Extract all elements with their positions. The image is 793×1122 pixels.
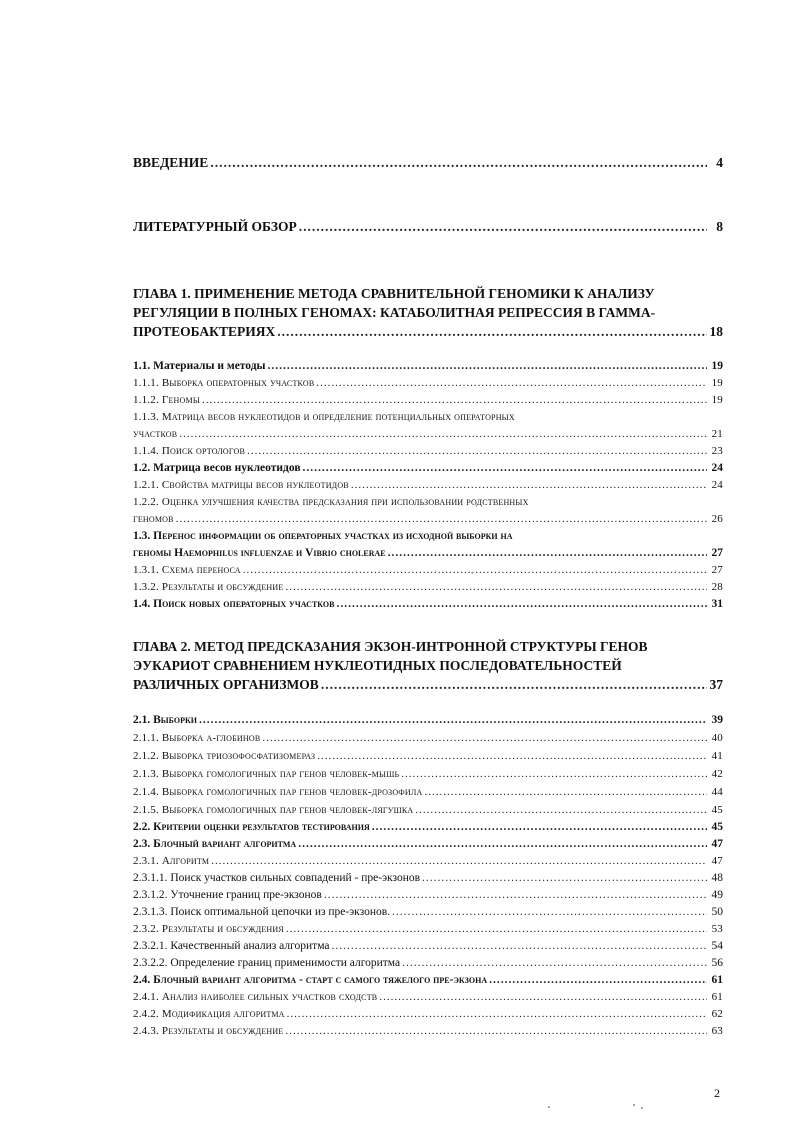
dot-leader	[199, 714, 707, 726]
toc-entry-page: 62	[711, 1008, 723, 1020]
toc-entry-label: 1.4. Поиск новых операторных участков	[133, 598, 335, 610]
toc-entry-page: 49	[711, 889, 723, 901]
dot-leader	[176, 513, 707, 525]
toc-entry	[133, 957, 723, 969]
toc-entry	[133, 530, 723, 542]
toc-entry	[133, 821, 723, 833]
dot-leader	[210, 155, 707, 171]
chapter-2-line-2: ЭУКАРИОТ СРАВНЕНИЕМ НУКЛЕОТИДНЫХ ПОСЛЕДОВАТЕЛЬНОСТЕЙ	[133, 658, 622, 673]
toc-entry	[133, 513, 723, 525]
toc-entry-label: 2.3.2.2. Определение границ применимости алгоритма	[133, 957, 401, 969]
dot-leader	[298, 838, 707, 850]
dot-leader	[332, 940, 707, 952]
toc-entry-page: 4	[716, 155, 723, 170]
toc-entry-page: 26	[711, 513, 723, 525]
toc-entry-page: 40	[711, 732, 723, 744]
toc-entry-label: 1.2.2. Оценка улучшения качества предсказания при использовании родственных	[133, 496, 529, 508]
toc-entry	[133, 804, 723, 816]
toc-entry	[133, 974, 723, 986]
dot-leader	[336, 598, 707, 610]
dot-leader	[262, 732, 707, 744]
toc-entry-label: 1.1.4. Поиск ортологов	[133, 445, 246, 457]
toc-entry-page: 41	[711, 750, 723, 762]
toc-entry-page: 19	[711, 360, 723, 372]
dot-leader	[285, 581, 707, 593]
dot-leader	[401, 768, 707, 780]
toc-entry-label: 2.1. Выборки	[133, 714, 198, 726]
toc-entry	[133, 428, 723, 440]
dot-leader	[372, 821, 707, 833]
dot-leader	[211, 855, 707, 867]
dot-leader	[179, 428, 707, 440]
dot-leader	[303, 462, 707, 474]
toc-entry	[133, 360, 723, 372]
toc-entry	[133, 547, 723, 559]
chapter-2-line-3	[133, 675, 723, 695]
toc-entry-page: 45	[711, 821, 723, 833]
toc-entry-page: 44	[711, 786, 723, 798]
dot-leader	[489, 974, 707, 986]
toc-entry-page: 37	[709, 677, 723, 692]
dot-leader	[285, 1025, 707, 1037]
dot-leader	[287, 1008, 707, 1020]
toc-entry-label: 2.3.1.2. Уточнение границ пре-экзонов	[133, 889, 322, 901]
toc-entry	[133, 411, 723, 423]
toc-entry-label: ВВЕДЕНИЕ	[133, 155, 209, 170]
toc-entry	[133, 496, 723, 508]
toc-entry-page: 28	[711, 581, 723, 593]
toc-entry-page: 21	[711, 428, 723, 440]
toc-entry-label: 2.3.1. Алгоритм	[133, 855, 210, 867]
toc-entry	[133, 394, 723, 406]
toc-entry-label: 1.1.2. Геномы	[133, 394, 200, 406]
toc-entry	[133, 855, 723, 867]
toc-entry-page: 61	[711, 974, 723, 986]
toc-entry	[133, 750, 723, 762]
chapter-1-line-3	[133, 322, 723, 342]
toc-entry	[133, 1008, 723, 1020]
toc-entry-page: 24	[711, 479, 723, 491]
toc-entry-page: 61	[711, 991, 723, 1003]
dot-leader	[351, 479, 707, 491]
toc-entry-page: 47	[711, 838, 723, 850]
toc-entry-page: 39	[711, 714, 723, 726]
dot-leader	[316, 377, 707, 389]
toc-entry-label: 2.4.3. Результаты и обсуждение	[133, 1025, 284, 1037]
toc-entry-page: 8	[716, 219, 723, 234]
toc-entry	[133, 906, 723, 918]
toc-entry-label: 1.2.1. Свойства матрицы весов нуклеотидов	[133, 479, 349, 491]
toc-entry	[133, 940, 723, 952]
toc-entry	[133, 838, 723, 850]
toc-entry-page: 42	[711, 768, 723, 780]
dot-leader	[388, 547, 707, 559]
dot-leader	[379, 991, 707, 1003]
toc-entry	[133, 1025, 723, 1037]
toc-entry-page: 47	[711, 855, 723, 867]
toc-entry-label: 2.1.5. Выборка гомологичных пар генов человек-лягушка	[133, 804, 414, 816]
toc-entry-label: 2.1.1. Выборка α-глобинов	[133, 732, 261, 744]
chapter-1-line-2: РЕГУЛЯЦИИ В ПОЛНЫХ ГЕНОМАХ: КАТАБОЛИТНАЯ РЕПРЕССИЯ В ГАММА-	[133, 305, 656, 320]
toc-entry-label: 1.3.2. Результаты и обсуждение	[133, 581, 284, 593]
toc-entry-label: ЛИТЕРАТУРНЫЙ ОБЗОР	[133, 219, 297, 234]
dot-leader	[299, 219, 707, 235]
toc-entry	[133, 377, 723, 389]
toc-entry	[133, 462, 723, 474]
toc-entry-label: РАЗЛИЧНЫХ ОРГАНИЗМОВ	[133, 677, 319, 692]
toc-entry-label: 2.3. Блочный вариант алгоритма	[133, 838, 297, 850]
chapter-1-line-1: ГЛАВА 1. ПРИМЕНЕНИЕ МЕТОДА СРАВНИТЕЛЬНОЙ ГЕНОМИКИ К АНАЛИЗУ	[133, 286, 655, 301]
toc-entry-page: 50	[711, 906, 723, 918]
page-number: 2	[714, 1086, 720, 1100]
dot-leader	[415, 804, 707, 816]
toc-entry-page: 18	[709, 324, 723, 339]
toc-entry-page: 24	[711, 462, 723, 474]
toc-entry-page: 27	[711, 547, 723, 559]
toc-entry-label: 2.4.2. Модификация алгоритма	[133, 1008, 285, 1020]
toc-entry	[133, 598, 723, 610]
toc-entry-label: ПРОТЕОБАКТЕРИЯХ	[133, 324, 276, 339]
toc-entry	[133, 889, 723, 901]
dot-leader	[286, 923, 707, 935]
toc-entry-label: 1.2. Матрица весов нуклеотидов	[133, 462, 301, 474]
toc-entry-label: 2.4.1. Анализ наиболее сильных участков сходств	[133, 991, 378, 1003]
toc-entry	[133, 581, 723, 593]
toc-entry-label: 2.3.2.1. Качественный анализ алгоритма	[133, 940, 330, 952]
toc-entry-label: 1.1. Материалы и методы	[133, 360, 266, 372]
toc-entry	[133, 923, 723, 935]
chapter-2-line-1: ГЛАВА 2. МЕТОД ПРЕДСКАЗАНИЯ ЭКЗОН-ИНТРОННОЙ СТРУКТУРЫ ГЕНОВ	[133, 639, 648, 654]
dot-leader	[392, 906, 707, 918]
scan-speck	[471, 572, 473, 574]
toc-entry-intro	[133, 155, 723, 171]
toc-entry-page: 31	[711, 598, 723, 610]
toc-entry-page: 45	[711, 804, 723, 816]
dot-leader	[422, 872, 707, 884]
dot-leader	[321, 675, 707, 695]
toc-entry-page: 48	[711, 872, 723, 884]
toc-entry-page: 53	[711, 923, 723, 935]
toc-entry	[133, 714, 723, 726]
toc-entry-label: 2.4. Блочный вариант алгоритма - старт с самого тяжелого пре-экзона	[133, 974, 488, 986]
toc-entry-label: 1.1.1. Выборка операторных участков	[133, 377, 315, 389]
toc-entry-review	[133, 219, 723, 235]
toc-entry-page: 23	[711, 445, 723, 457]
scan-speck	[641, 1107, 643, 1109]
toc-entry	[133, 786, 723, 798]
scan-speck	[633, 1104, 635, 1106]
toc-entry-page: 19	[711, 377, 723, 389]
toc-entry-label: 2.2. Критерии оценки результатов тестирования	[133, 821, 370, 833]
toc-entry-label: 2.3.1.3. Поиск оптимальной цепочки из пре-экзонов.	[133, 906, 391, 918]
toc-entry-page: 63	[711, 1025, 723, 1037]
toc-entry-page: 56	[711, 957, 723, 969]
toc-entry-label: 1.1.3. Матрица весов нуклеотидов и определение потенциальных операторных	[133, 411, 515, 423]
toc-entry	[133, 872, 723, 884]
dot-leader	[317, 750, 707, 762]
toc-entry-label: геномов	[133, 513, 174, 525]
toc-entry-label: 1.3.1. Схема переноса	[133, 564, 241, 576]
toc-entry	[133, 732, 723, 744]
dot-leader	[277, 322, 707, 342]
dot-leader	[324, 889, 707, 901]
toc-entry	[133, 479, 723, 491]
dot-leader	[268, 360, 707, 372]
toc-entry	[133, 564, 723, 576]
dot-leader	[243, 564, 707, 576]
toc-entry-label: 1.3. Перенос информации об операторных участках из исходной выборки на	[133, 530, 513, 542]
dot-leader	[202, 394, 707, 406]
toc-entry-label: 2.3.2. Результаты и обсуждения	[133, 923, 284, 935]
toc-entry-label: 2.1.3. Выборка гомологичных пар генов человек-мышь	[133, 768, 400, 780]
toc-entry-label: 2.1.2. Выборка триозофосфатизомераз	[133, 750, 316, 762]
toc-entry-label: геномы Haemophilus influenzae и Vibrio cholerae	[133, 547, 386, 559]
toc-entry-label: 2.3.1.1. Поиск участков сильных совпадений - пре-экзонов	[133, 872, 421, 884]
toc-entry-label: 2.1.4. Выборка гомологичных пар генов человек-дрозофила	[133, 786, 423, 798]
toc-entry	[133, 445, 723, 457]
scan-speck	[548, 1106, 550, 1108]
dot-leader	[425, 786, 708, 798]
toc-entry-page: 54	[711, 940, 723, 952]
toc-entry	[133, 991, 723, 1003]
toc-entry-label: участков	[133, 428, 178, 440]
toc-entry	[133, 768, 723, 780]
toc-entry-page: 27	[711, 564, 723, 576]
dot-leader	[402, 957, 707, 969]
dot-leader	[247, 445, 707, 457]
toc-entry-page: 19	[711, 394, 723, 406]
